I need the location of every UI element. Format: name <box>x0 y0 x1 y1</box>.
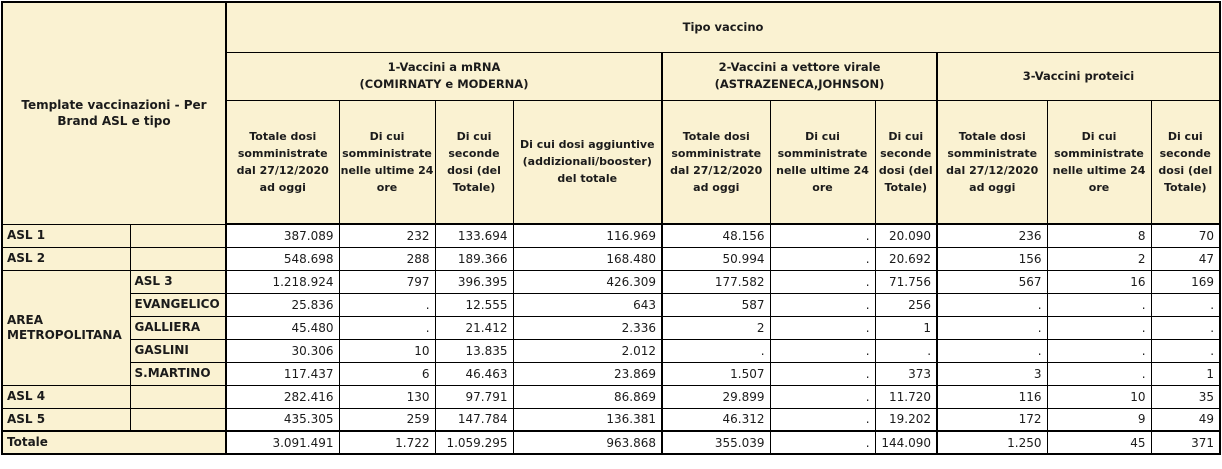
data-cell: 6 <box>339 362 435 385</box>
row-sublabel <box>130 385 226 408</box>
row-sublabel: GALLIERA <box>130 316 226 339</box>
data-cell: . <box>770 362 875 385</box>
data-cell: 2 <box>662 316 770 339</box>
row-label: ASL 2 <box>2 247 130 270</box>
data-cell: 1 <box>875 316 937 339</box>
data-cell: 1.059.295 <box>435 431 513 454</box>
data-cell: 144.090 <box>875 431 937 454</box>
data-cell: 797 <box>339 270 435 293</box>
data-cell: 282.416 <box>226 385 339 408</box>
data-cell: 9 <box>1047 408 1151 431</box>
data-cell: 168.480 <box>513 247 662 270</box>
group-subtitle: (COMIRNATY e MODERNA) <box>359 77 529 91</box>
corner-title: Template vaccinazioni - Per Brand ASL e tipo <box>2 2 226 224</box>
data-cell: 1.722 <box>339 431 435 454</box>
data-cell: 116 <box>937 385 1047 408</box>
data-cell: 587 <box>662 293 770 316</box>
table-row <box>2 270 1220 293</box>
row-sublabel: GASLINI <box>130 339 226 362</box>
row-label: AREA METROPOLITANA <box>2 270 130 385</box>
column-header: Di cui seconde dosi (del Totale) <box>435 100 513 224</box>
group-title: 3-Vaccini proteici <box>1022 68 1135 83</box>
table-row <box>2 362 1220 385</box>
group-header-vettore-virale <box>662 52 937 100</box>
column-header: Di cui somministrate nelle ultime 24 ore <box>339 100 435 224</box>
data-cell: 130 <box>339 385 435 408</box>
data-cell: 435.305 <box>226 408 339 431</box>
column-header: Totale dosi somministrate dal 27/12/2020 ad oggi <box>226 100 339 224</box>
data-cell: 20.090 <box>875 224 937 247</box>
data-cell: 13.835 <box>435 339 513 362</box>
column-header: Di cui dosi aggiuntive (addizionali/booster) del totale <box>513 100 662 224</box>
row-sublabel <box>130 247 226 270</box>
data-cell: 12.555 <box>435 293 513 316</box>
data-cell: 136.381 <box>513 408 662 431</box>
data-cell: . <box>770 408 875 431</box>
data-cell: . <box>1047 362 1151 385</box>
row-label: ASL 4 <box>2 385 130 408</box>
data-cell: . <box>770 316 875 339</box>
group-header-mrna <box>226 52 662 100</box>
column-header: Totale dosi somministrate dal 27/12/2020 ad oggi <box>937 100 1047 224</box>
data-cell: . <box>770 247 875 270</box>
data-cell: 232 <box>339 224 435 247</box>
data-cell: . <box>770 224 875 247</box>
data-cell: 48.156 <box>662 224 770 247</box>
data-cell: . <box>1047 339 1151 362</box>
data-cell: 147.784 <box>435 408 513 431</box>
table-row <box>2 247 1220 270</box>
data-cell: 8 <box>1047 224 1151 247</box>
data-cell: 97.791 <box>435 385 513 408</box>
data-cell: 19.202 <box>875 408 937 431</box>
data-cell: . <box>1047 316 1151 339</box>
data-cell: 256 <box>875 293 937 316</box>
data-cell: . <box>770 293 875 316</box>
row-sublabel: ASL 3 <box>130 270 226 293</box>
data-cell: 189.366 <box>435 247 513 270</box>
group-header-proteici <box>937 52 1220 100</box>
data-cell: 371 <box>1151 431 1220 454</box>
data-cell: . <box>937 339 1047 362</box>
data-cell: 50.994 <box>662 247 770 270</box>
data-cell: 11.720 <box>875 385 937 408</box>
data-cell: 16 <box>1047 270 1151 293</box>
row-label: ASL 1 <box>2 224 130 247</box>
table-row <box>2 408 1220 431</box>
data-cell: . <box>1151 339 1220 362</box>
row-label: ASL 5 <box>2 408 130 431</box>
data-cell: 116.969 <box>513 224 662 247</box>
data-cell: 355.039 <box>662 431 770 454</box>
data-cell: . <box>662 339 770 362</box>
data-cell: 643 <box>513 293 662 316</box>
data-cell: 3.091.491 <box>226 431 339 454</box>
data-cell: 2.012 <box>513 339 662 362</box>
data-cell: 1.218.924 <box>226 270 339 293</box>
column-header: Di cui somministrate nelle ultime 24 ore <box>1047 100 1151 224</box>
data-cell: . <box>1151 293 1220 316</box>
data-cell: 2.336 <box>513 316 662 339</box>
data-cell: 963.868 <box>513 431 662 454</box>
row-sublabel: EVANGELICO <box>130 293 226 316</box>
data-cell: 86.869 <box>513 385 662 408</box>
data-cell: 117.437 <box>226 362 339 385</box>
data-cell: 10 <box>339 339 435 362</box>
data-cell: . <box>770 385 875 408</box>
data-cell: 25.836 <box>226 293 339 316</box>
data-cell: 259 <box>339 408 435 431</box>
data-cell: 46.463 <box>435 362 513 385</box>
tipo-vaccino-header: Tipo vaccino <box>226 2 1220 52</box>
data-cell: 548.698 <box>226 247 339 270</box>
table-row <box>2 316 1220 339</box>
data-cell: . <box>1047 293 1151 316</box>
data-cell: 45.480 <box>226 316 339 339</box>
data-cell: 70 <box>1151 224 1220 247</box>
data-cell: 169 <box>1151 270 1220 293</box>
data-cell: 30.306 <box>226 339 339 362</box>
column-header: Di cui seconde dosi (del Totale) <box>1151 100 1220 224</box>
data-cell: . <box>937 316 1047 339</box>
data-cell: 20.692 <box>875 247 937 270</box>
data-cell: 387.089 <box>226 224 339 247</box>
row-label: Totale <box>2 431 226 454</box>
table-row <box>2 293 1220 316</box>
data-cell: 396.395 <box>435 270 513 293</box>
data-cell: 177.582 <box>662 270 770 293</box>
data-cell: 2 <box>1047 247 1151 270</box>
data-cell: 71.756 <box>875 270 937 293</box>
data-cell: 1.250 <box>937 431 1047 454</box>
data-cell: 45 <box>1047 431 1151 454</box>
table-row <box>2 224 1220 247</box>
data-cell: 35 <box>1151 385 1220 408</box>
data-cell: 1.507 <box>662 362 770 385</box>
data-cell: 29.899 <box>662 385 770 408</box>
group-subtitle: (ASTRAZENECA,JOHNSON) <box>714 77 885 91</box>
table-body <box>2 224 1220 454</box>
group-title: 1-Vaccini a mRNA <box>387 60 501 75</box>
row-sublabel: S.MARTINO <box>130 362 226 385</box>
table-header <box>2 2 1220 224</box>
vaccination-table <box>1 1 1221 455</box>
data-cell: . <box>875 339 937 362</box>
data-cell: 426.309 <box>513 270 662 293</box>
data-cell: 1 <box>1151 362 1220 385</box>
data-cell: 567 <box>937 270 1047 293</box>
data-cell: 172 <box>937 408 1047 431</box>
table-row <box>2 385 1220 408</box>
data-cell: 49 <box>1151 408 1220 431</box>
data-cell: . <box>339 293 435 316</box>
data-cell: . <box>770 339 875 362</box>
row-sublabel <box>130 224 226 247</box>
data-cell: 3 <box>937 362 1047 385</box>
group-title: 2-Vaccini a vettore virale <box>718 60 881 75</box>
table-row <box>2 339 1220 362</box>
data-cell: . <box>1151 316 1220 339</box>
data-cell: 373 <box>875 362 937 385</box>
data-cell: 47 <box>1151 247 1220 270</box>
data-cell: 10 <box>1047 385 1151 408</box>
row-sublabel <box>130 408 226 431</box>
data-cell: 236 <box>937 224 1047 247</box>
data-cell: . <box>937 293 1047 316</box>
column-header: Di cui seconde dosi (del Totale) <box>875 100 937 224</box>
data-cell: . <box>770 431 875 454</box>
total-row <box>2 431 1220 454</box>
data-cell: 23.869 <box>513 362 662 385</box>
data-cell: 21.412 <box>435 316 513 339</box>
data-cell: . <box>339 316 435 339</box>
data-cell: 156 <box>937 247 1047 270</box>
data-cell: 288 <box>339 247 435 270</box>
data-cell: 46.312 <box>662 408 770 431</box>
data-cell: . <box>770 270 875 293</box>
data-cell: 133.694 <box>435 224 513 247</box>
column-header: Totale dosi somministrate dal 27/12/2020 ad oggi <box>662 100 770 224</box>
column-header: Di cui somministrate nelle ultime 24 ore <box>770 100 875 224</box>
